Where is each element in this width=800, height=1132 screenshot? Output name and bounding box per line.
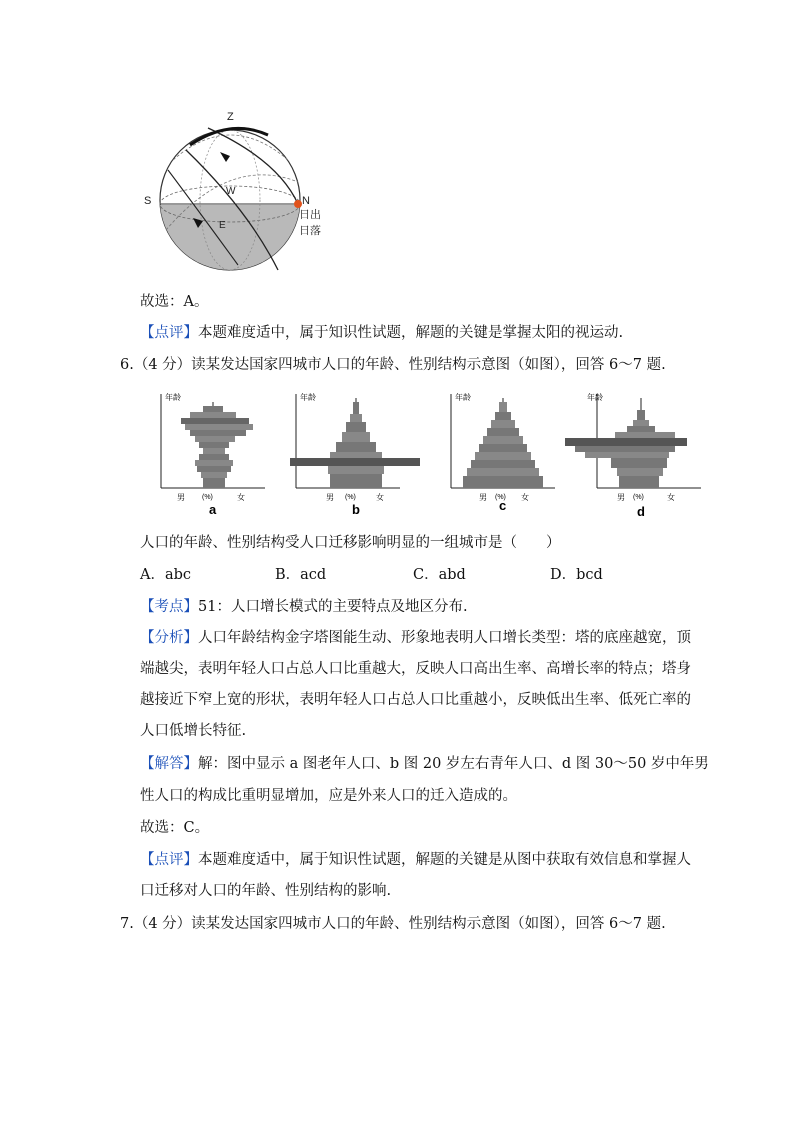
male-label-a: 男 bbox=[177, 493, 185, 502]
comment-tag-q6: 【点评】 bbox=[140, 852, 198, 868]
pyramid-d bbox=[565, 392, 701, 519]
q7-stem: 7.（4 分）读某发达国家四城市人口的年龄、性别结构示意图（如图），回答 6～7 题. bbox=[120, 916, 666, 932]
q6-kaodian bbox=[140, 597, 468, 617]
comment-text: 本题难度适中，属于知识性试题，解题的关键是掌握太阳的视运动. bbox=[198, 325, 624, 341]
age-label-b: 年龄 bbox=[300, 393, 316, 402]
unit-label-d: (%) bbox=[633, 494, 644, 501]
pyramid-a bbox=[161, 392, 265, 517]
option-d[interactable]: D．bcd bbox=[550, 567, 603, 583]
comment-tag: 【点评】 bbox=[140, 325, 198, 341]
panel-label-c: c bbox=[499, 498, 507, 513]
unit-label-b: (%) bbox=[345, 494, 356, 501]
sunrise-label: 日出 bbox=[299, 209, 321, 221]
q6-comment-line-1 bbox=[140, 850, 691, 870]
east-label: E bbox=[219, 220, 226, 231]
jieda-tag: 【解答】 bbox=[140, 756, 198, 772]
q6-jieda-line-2: 性人口的构成比重明显增加，应是外来人口的迁入造成的。 bbox=[140, 788, 517, 804]
panel-label-d: d bbox=[637, 504, 645, 519]
female-label-a: 女 bbox=[237, 493, 245, 502]
q6-comment-line-2: 口迁移对人口的年龄、性别结构的影响. bbox=[140, 883, 392, 899]
option-c[interactable]: C．abd bbox=[413, 567, 466, 583]
comment-text-q6-1: 本题难度适中，属于知识性试题，解题的关键是从图中获取有效信息和掌握人 bbox=[198, 852, 691, 868]
population-pyramids-figure bbox=[155, 388, 705, 520]
kaodian-text: 51：人口增长模式的主要特点及地区分布. bbox=[198, 599, 468, 615]
age-label-d: 年龄 bbox=[587, 393, 603, 402]
panel-label-a: a bbox=[209, 502, 217, 517]
pyramid-b bbox=[290, 392, 420, 517]
west-label: W bbox=[226, 186, 236, 197]
q6-fenxi-line-1 bbox=[140, 628, 691, 648]
population-pyramids-svg bbox=[155, 388, 705, 520]
panel-label-b: b bbox=[352, 502, 360, 517]
male-label-c: 男 bbox=[479, 493, 487, 502]
sunset-label: 日落 bbox=[299, 225, 321, 237]
age-label-c: 年龄 bbox=[455, 393, 471, 402]
male-label-d: 男 bbox=[617, 493, 625, 502]
option-a[interactable]: A．abc bbox=[140, 567, 192, 583]
north-label: N bbox=[302, 195, 310, 207]
q5-answer: 故选：A。 bbox=[140, 294, 209, 310]
fenxi-text-1: 人口年龄结构金字塔图能生动、形象地表明人口增长类型：塔的底座越宽，顶 bbox=[198, 630, 691, 646]
q6-question: 人口的年龄、性别结构受人口迁移影响明显的一组城市是（ ） bbox=[140, 535, 561, 551]
pyramid-c bbox=[451, 392, 555, 513]
kaodian-tag: 【考点】 bbox=[140, 599, 198, 615]
q6-fenxi-line-3: 越接近下窄上宽的形状，表明年轻人口占总人口比重越小，反映低出生率、低死亡率的 bbox=[140, 692, 691, 708]
fenxi-tag: 【分析】 bbox=[140, 630, 198, 646]
celestial-sphere-svg bbox=[138, 100, 338, 280]
jieda-text-1: 解：图中显示 a 图老年人口、b 图 20 岁左右青年人口、d 图 30～50 岁中年男 bbox=[198, 756, 709, 772]
q6-fenxi-line-4: 人口低增长特征. bbox=[140, 723, 247, 739]
unit-label-a: (%) bbox=[202, 494, 213, 501]
female-label-c: 女 bbox=[521, 493, 529, 502]
option-b[interactable]: B．acd bbox=[275, 567, 327, 583]
celestial-sphere-figure bbox=[138, 100, 338, 280]
south-label: S bbox=[144, 195, 152, 207]
female-label-b: 女 bbox=[376, 493, 384, 502]
male-label-b: 男 bbox=[326, 493, 334, 502]
unit-label-c: (%) bbox=[495, 494, 506, 501]
q6-stem: 6.（4 分）读某发达国家四城市人口的年龄、性别结构示意图（如图），回答 6～7 题. bbox=[120, 357, 666, 373]
q6-fenxi-line-2: 端越尖，表明年轻人口占总人口比重越大，反映人口高出生率、高增长率的特点；塔身 bbox=[140, 661, 691, 677]
female-label-d: 女 bbox=[667, 493, 675, 502]
q6-answer: 故选：C。 bbox=[140, 820, 210, 836]
q6-jieda-line-1 bbox=[140, 754, 709, 774]
age-label-a: 年龄 bbox=[165, 393, 181, 402]
zenith-label: Z bbox=[227, 111, 234, 123]
q5-comment bbox=[140, 323, 623, 343]
